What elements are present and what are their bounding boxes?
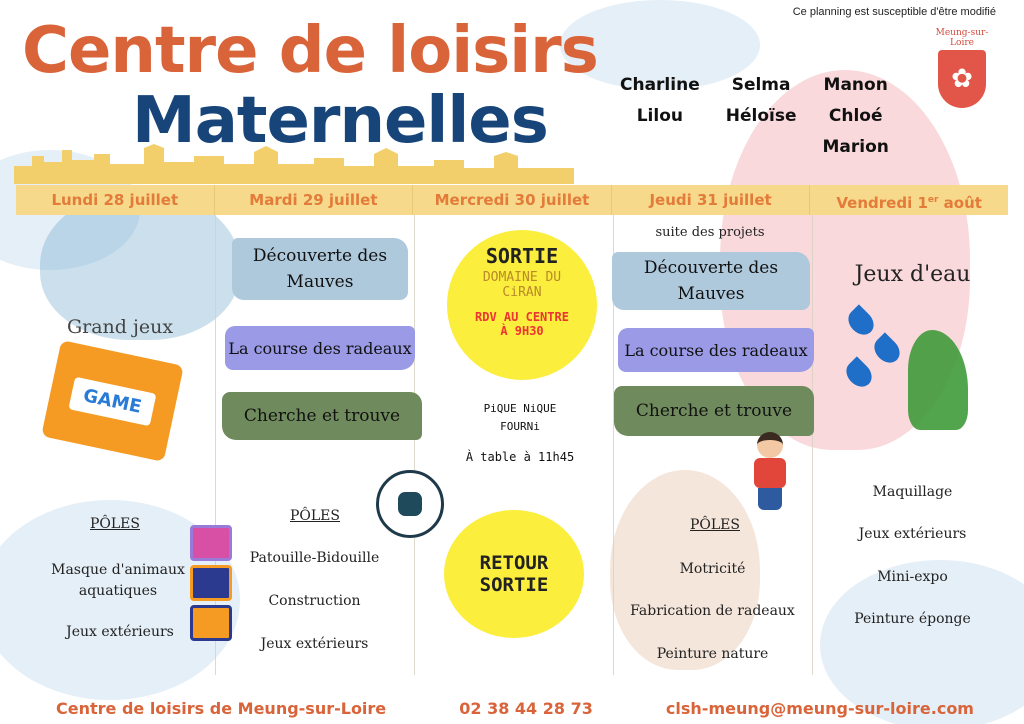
column-divider [414, 215, 415, 675]
sortie-rdv: À 9H30 [500, 324, 544, 338]
child-legs [758, 488, 782, 510]
retour-text: RETOUR [479, 552, 549, 574]
retour-circle [444, 510, 584, 638]
block-triangle [190, 605, 232, 641]
animator-column [620, 70, 700, 163]
pique-nique: PiQUE NiQUE [483, 402, 557, 415]
block-circle [190, 565, 232, 601]
day-wednesday: Mercredi 30 juillet [413, 185, 612, 215]
animator-name: Selma [731, 75, 791, 95]
pique-nique: FOURNi [500, 420, 540, 433]
day-header-row [16, 185, 1008, 215]
child-head [757, 432, 783, 458]
sortie-rdv: RDV AU CENTRE [475, 310, 569, 324]
animator-name: Chloé [828, 106, 883, 126]
game-cartridge-icon [41, 340, 184, 462]
child-body [754, 458, 786, 488]
poles-title: PÔLES [689, 517, 740, 533]
activity-course-radeaux: La course des radeaux [225, 326, 415, 370]
pole-item: Construction [268, 593, 361, 609]
pole-item: Masque d'animaux aquatiques [51, 562, 185, 599]
day-friday [810, 185, 1008, 215]
poles-title: PÔLES [89, 516, 140, 532]
column-divider [812, 215, 813, 675]
animator-column [822, 70, 888, 163]
animator-name: Charline [620, 75, 700, 95]
page-subtitle: Maternelles [132, 84, 548, 158]
retour-text: SORTIE [479, 574, 549, 596]
sortie-circle [447, 230, 597, 380]
pole-item: Patouille-Bidouille [249, 550, 380, 566]
sortie-title: SORTIE [485, 244, 559, 268]
disclaimer-text: Ce planning est susceptible d'être modifié [792, 6, 996, 18]
jeux-eau-title: Jeux d'eau [854, 262, 971, 287]
friday-activity: Mini-expo [877, 569, 948, 585]
sortie-place: CiRAN [502, 285, 542, 300]
activity-cherche-trouve: Cherche et trouve [614, 386, 814, 436]
friday-activity: Maquillage [872, 484, 953, 500]
friday-activity: Peinture éponge [854, 611, 971, 627]
day-monday: Lundi 28 juillet [16, 185, 215, 215]
thursday-intro: suite des projets [655, 225, 765, 240]
activity-course-radeaux: La course des radeaux [618, 328, 814, 372]
activity-cherche-trouve: Cherche et trouve [222, 392, 422, 440]
pole-item: Jeux extérieurs [260, 636, 369, 652]
footer-center-name: Centre de loisirs de Meung-sur-Loire [56, 699, 387, 718]
game-label: GAME [69, 376, 157, 426]
shape-blocks-icon [190, 525, 232, 643]
activity-decouverte: Découverte des Mauves [612, 252, 810, 310]
animator-name: Héloïse [725, 106, 797, 126]
town-logo [932, 28, 992, 108]
logo-text: Meung-sur-Loire [935, 28, 989, 48]
block-hexagon [190, 525, 232, 561]
footer-email: clsh-meung@meung-sur-loire.com [665, 699, 974, 718]
day-thursday: Jeudi 31 juillet [612, 185, 811, 215]
animator-column [726, 70, 797, 163]
soccer-ball-patch [398, 492, 422, 516]
soccer-ball-icon [376, 470, 444, 538]
poles-title: PÔLES [289, 508, 340, 524]
sortie-place: DOMAINE DU [482, 270, 562, 285]
day-friday-suffix: er [927, 195, 939, 205]
child-playing-illustration [740, 432, 800, 522]
flower-shield-icon: ✿ [938, 50, 986, 108]
page-title: Centre de loisirs [22, 14, 598, 88]
day-tuesday: Mardi 29 juillet [215, 185, 414, 215]
day-friday-month: août [938, 194, 982, 212]
monday-grand-jeux: Grand jeux [66, 316, 174, 338]
pole-item: Fabrication de radeaux [630, 603, 795, 619]
town-skyline-illustration [14, 140, 574, 184]
activity-decouverte: Découverte des Mauves [232, 238, 408, 300]
animator-name: Manon [823, 75, 888, 95]
pole-item: Peinture nature [656, 646, 769, 662]
footer-phone: 02 38 44 28 73 [459, 699, 593, 718]
pole-item: Motricité [679, 561, 746, 577]
friday-activity: Jeux extérieurs [858, 526, 967, 542]
pole-item: Jeux extérieurs [66, 624, 174, 640]
footer [0, 699, 1024, 718]
animators-list [620, 70, 889, 163]
animator-name: Marion [822, 137, 889, 157]
animator-name: Lilou [636, 106, 683, 126]
day-friday-label: Vendredi 1 [836, 194, 928, 212]
table-time: À table à 11h45 [465, 450, 575, 464]
